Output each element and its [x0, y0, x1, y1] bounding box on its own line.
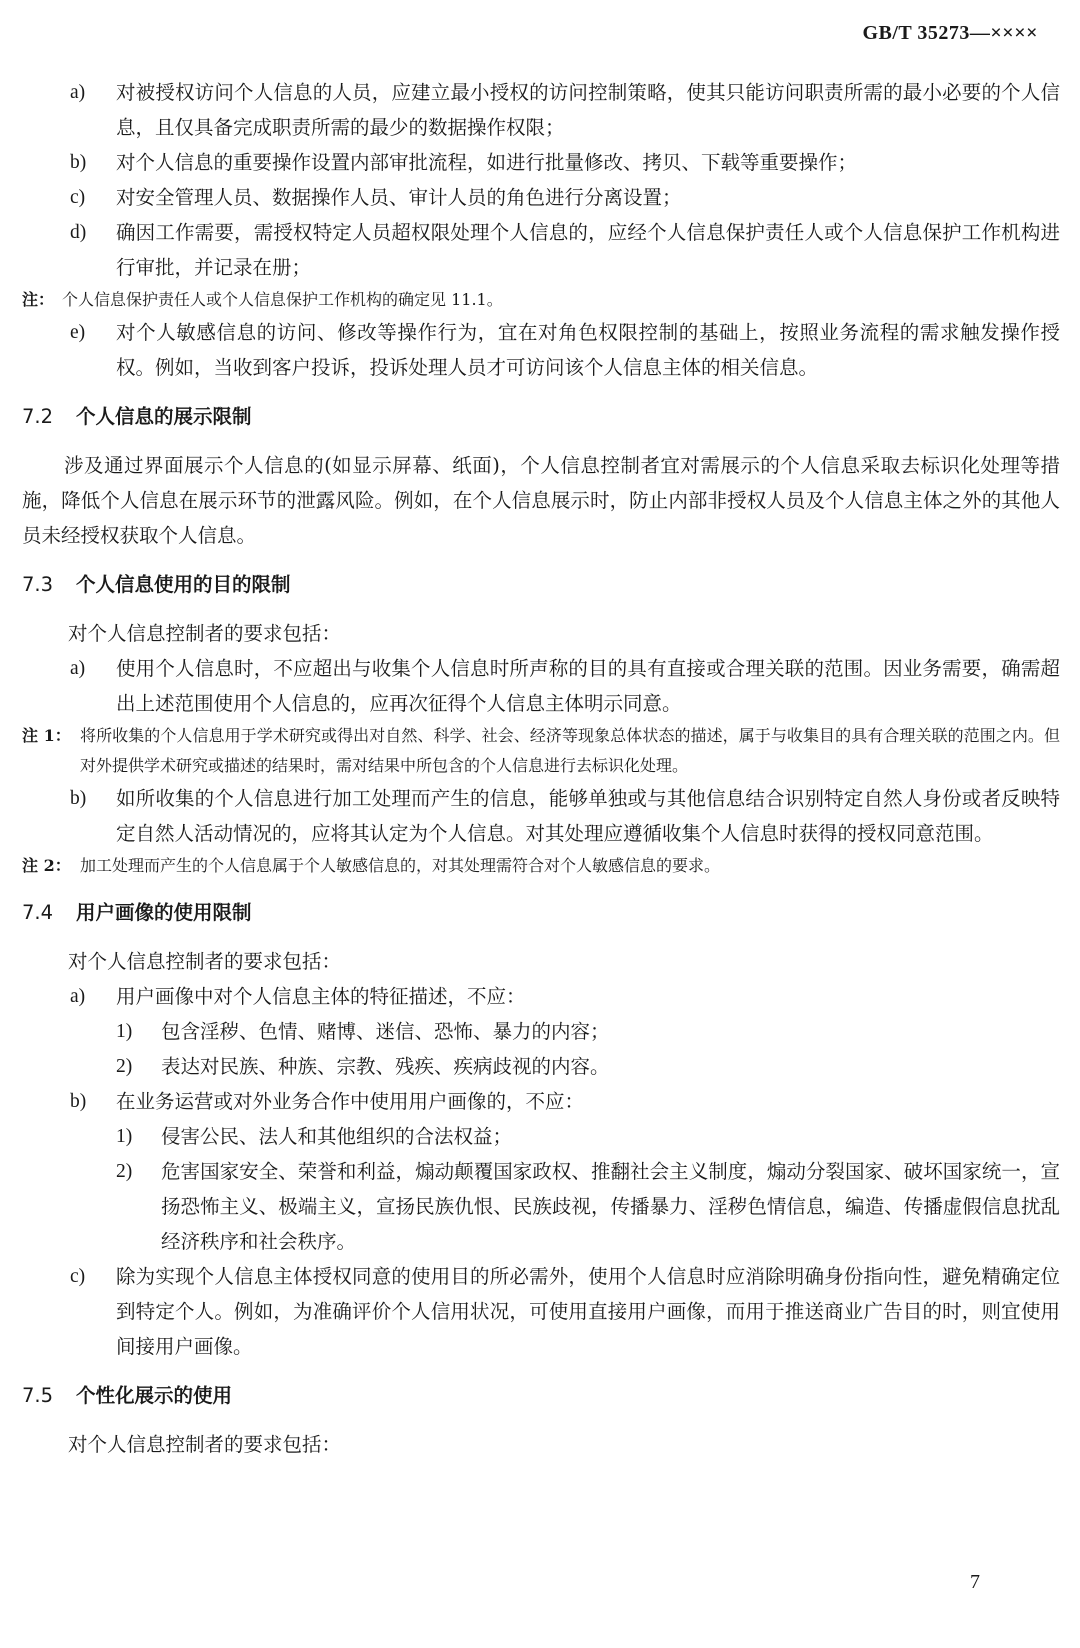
section-number: 7.5	[22, 1384, 54, 1407]
note-text: 个人信息保护责任人或个人信息保护工作机构的确定见 11.1。	[62, 290, 503, 309]
sub-item-text: 表达对民族、种族、宗教、残疾、疾病歧视的内容。	[161, 1055, 610, 1078]
sub-item-text: 危害国家安全、荣誉和利益，煽动颠覆国家政权、推翻社会主义制度，煽动分裂国家、破坏国家统一，宣扬恐怖主义、极端主义，宣扬民族仇恨、民族歧视，传播暴力、淫秽色情信息，编造、传播虚假信息扰乱经济秩序和社会秩序。	[161, 1160, 1060, 1253]
section-lead: 对个人信息控制者的要求包括：	[68, 1433, 342, 1456]
list-item-text: 使用个人信息时，不应超出与收集个人信息时所声称的目的具有直接或合理关联的范围。因业务需要，确需超出上述范围使用个人信息的，应再次征得个人信息主体明示同意。	[116, 657, 1060, 715]
note-2	[22, 851, 1060, 881]
sub-item-1	[22, 1119, 1060, 1154]
section-heading-7-4	[22, 895, 1060, 930]
list-item-b	[22, 1084, 1060, 1119]
section-title: 个性化展示的使用	[76, 1384, 233, 1407]
list-marker: a)	[70, 82, 86, 103]
list-item-text: 在业务运营或对外业务合作中使用用户画像的，不应：	[116, 1090, 585, 1113]
list-item-text: 对被授权访问个人信息的人员，应建立最小授权的访问控制策略，使其只能访问职责所需的最小必要的个人信息，且仅具备完成职责所需的最少的数据操作权限；	[116, 81, 1060, 139]
list-item-a	[22, 979, 1060, 1014]
list-marker: b)	[70, 788, 87, 809]
list-marker: a)	[70, 986, 86, 1007]
sub-item-2	[22, 1049, 1060, 1084]
section-lead: 对个人信息控制者的要求包括：	[68, 622, 342, 645]
sub-marker: 2)	[116, 1161, 133, 1182]
list-item-text: 对个人敏感信息的访问、修改等操作行为，宜在对角色权限控制的基础上，按照业务流程的需求触发操作授权。例如，当收到客户投诉，投诉处理人员才可访问该个人信息主体的相关信息。	[116, 321, 1060, 379]
list-item-text: 除为实现个人信息主体授权同意的使用目的所必需外，使用个人信息时应消除明确身份指向性，避免精确定位到特定个人。例如，为准确评价个人信用状况，可使用直接用户画像，而用于推送商业广告目的时，则宜使用间接用户画像。	[116, 1265, 1060, 1358]
list-item-e	[22, 315, 1060, 385]
section-heading-7-5	[22, 1378, 1060, 1413]
note-label: 注 2：	[22, 856, 71, 875]
sub-item-2	[22, 1154, 1060, 1259]
list-item-text: 对个人信息的重要操作设置内部审批流程，如进行批量修改、拷贝、下载等重要操作；	[116, 151, 858, 174]
list-marker: a)	[70, 658, 86, 679]
list-item-text: 如所收集的个人信息进行加工处理而产生的信息，能够单独或与其他信息结合识别特定自然人身份或者反映特定自然人活动情况的，应将其认定为个人信息。对其处理应遵循收集个人信息时获得的授权同意范围。	[116, 787, 1060, 845]
sub-marker: 2)	[116, 1056, 133, 1077]
list-item-d	[22, 215, 1060, 285]
list-marker: c)	[70, 187, 86, 208]
list-marker: b)	[70, 1091, 87, 1112]
sub-marker: 1)	[116, 1126, 133, 1147]
list-item-b	[22, 781, 1060, 851]
sub-marker: 1)	[116, 1021, 133, 1042]
section-heading-7-3	[22, 567, 1060, 602]
list-marker: b)	[70, 152, 87, 173]
section-number: 7.2	[22, 405, 54, 428]
section-lead: 对个人信息控制者的要求包括：	[68, 950, 342, 973]
section-title: 个人信息使用的目的限制	[76, 573, 291, 596]
section-heading-7-2	[22, 399, 1060, 434]
list-marker: c)	[70, 1266, 86, 1287]
note-label: 注：	[22, 290, 55, 309]
list-item-text: 对安全管理人员、数据操作人员、审计人员的角色进行分离设置；	[116, 186, 682, 209]
section-title: 用户画像的使用限制	[76, 901, 252, 924]
list-marker: e)	[70, 322, 86, 343]
standard-code-header: GB/T 35273—××××	[862, 22, 1038, 44]
section-number: 7.3	[22, 573, 54, 596]
sub-item-text: 侵害公民、法人和其他组织的合法权益；	[161, 1125, 513, 1148]
list-item-a	[22, 651, 1060, 721]
section-paragraph: 涉及通过界面展示个人信息的(如显示屏幕、纸面)，个人信息控制者宜对需展示的个人信息采取去标识化处理等措施，降低个人信息在展示环节的泄露风险。例如，在个人信息展示时，防止内部非授权人员及个人信息主体之外的其他人员未经授权获取个人信息。	[22, 454, 1060, 547]
section-title: 个人信息的展示限制	[76, 405, 252, 428]
note-1	[22, 721, 1060, 781]
note-label: 注 1：	[22, 726, 71, 745]
list-item-c	[22, 180, 1060, 215]
list-item-a	[22, 75, 1060, 145]
list-item-text: 确因工作需要，需授权特定人员超权限处理个人信息的，应经个人信息保护责任人或个人信息保护工作机构进行审批，并记录在册；	[116, 221, 1060, 279]
list-item-b	[22, 145, 1060, 180]
sub-item-1	[22, 1014, 1060, 1049]
page-content	[22, 75, 1060, 1462]
note-text: 加工处理而产生的个人信息属于个人敏感信息的，对其处理需符合对个人敏感信息的要求。	[80, 856, 721, 875]
section-number: 7.4	[22, 901, 54, 924]
note-text: 将所收集的个人信息用于学术研究或得出对自然、科学、社会、经济等现象总体状态的描述，属于与收集目的具有合理关联的范围之内。但对外提供学术研究或描述的结果时，需对结果中所包含的个人信息进行去标识化处理。	[80, 726, 1060, 775]
list-item-text: 用户画像中对个人信息主体的特征描述，不应：	[116, 985, 526, 1008]
note	[22, 285, 1060, 315]
list-item-c	[22, 1259, 1060, 1364]
sub-item-text: 包含淫秽、色情、赌博、迷信、恐怖、暴力的内容；	[161, 1020, 610, 1043]
list-marker: d)	[70, 222, 87, 243]
page-number: 7	[970, 1571, 980, 1593]
